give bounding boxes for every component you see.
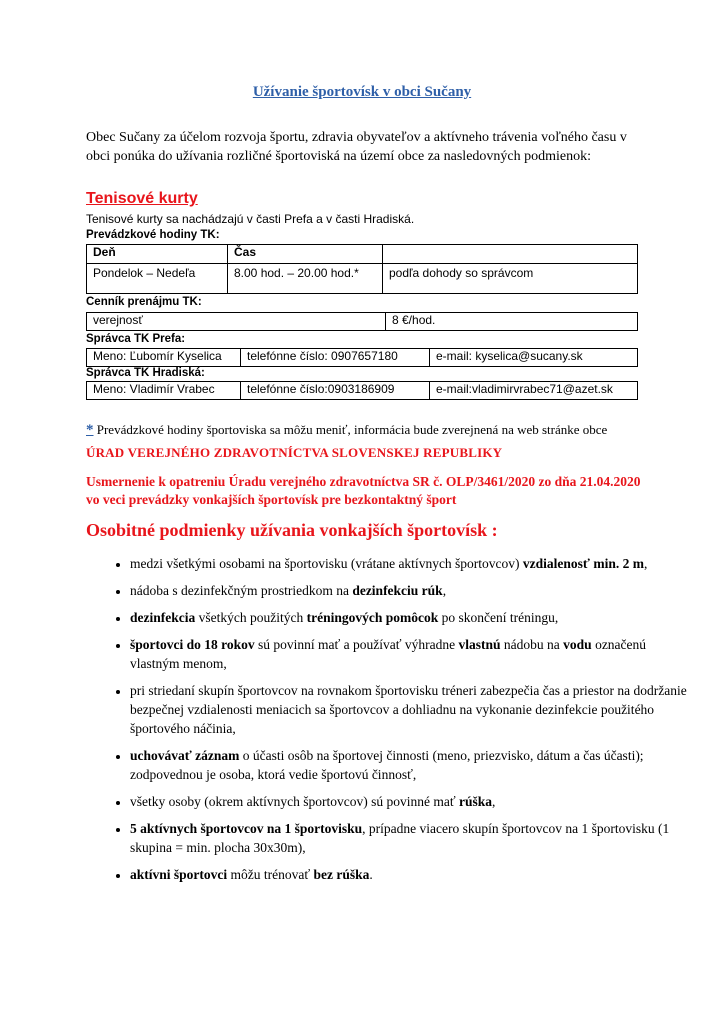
note-asterisk: * bbox=[86, 422, 94, 438]
cell-price-value: 8 €/hod. bbox=[386, 313, 638, 331]
page-title: Užívanie športovísk v obci Sučany bbox=[252, 84, 472, 100]
rule-emphasis: rúška bbox=[458, 794, 492, 809]
conditions-list bbox=[94, 548, 690, 892]
note-text: Prevádzkové hodiny športoviska sa môžu meniť, informácia bude zverejnená na web stránke obce bbox=[93, 422, 608, 437]
table-row bbox=[87, 382, 638, 400]
cell-hradiska-name: Meno: Vladimír Vrabec bbox=[87, 382, 241, 400]
authority-heading: ÚRAD VEREJNÉHO ZDRAVOTNÍCTVA SLOVENSKEJ REPUBLIKY bbox=[86, 445, 503, 460]
rule-text: , bbox=[643, 556, 648, 571]
cell-hradiska-phone: telefónne číslo:0903186909 bbox=[241, 382, 430, 400]
ordinance-notice: Usmernenie k opatreniu Úradu verejného zdravotníctva SR č. OLP/3461/2020 zo dňa 21.04.2020 vo veci prevádzky vonkajších športovísk pre bezkontaktný šport bbox=[86, 474, 641, 507]
cell-price-group: verejnosť bbox=[87, 313, 386, 331]
rule-emphasis: dezinfekcia bbox=[130, 610, 196, 625]
prefa-manager-table bbox=[86, 348, 638, 367]
rule-text: po skončení tréningu, bbox=[438, 610, 559, 625]
cell-hradiska-email: e-mail:vladimirvrabec71@azet.sk bbox=[430, 382, 638, 400]
hradiska-manager-label: Správca TK Hradiská: bbox=[86, 367, 205, 379]
rule-text: nádoba s dezinfekčným prostriedkom na bbox=[130, 583, 353, 598]
table-row bbox=[87, 245, 638, 264]
conditions-heading: Osobitné podmienky užívania vonkajších športovísk : bbox=[86, 520, 498, 540]
cell-prefa-name: Meno: Ľubomír Kyselica bbox=[87, 349, 241, 367]
rule-emphasis: športovci do 18 rokov bbox=[130, 637, 255, 652]
rule-text: môžu trénovať bbox=[227, 867, 314, 882]
tennis-location: Tenisové kurty sa nachádzajú v časti Prefa a v časti Hradiská. bbox=[86, 212, 415, 226]
rule-emphasis: vlastnú bbox=[458, 637, 501, 652]
price-label: Cenník prenájmu TK: bbox=[86, 296, 202, 308]
rule-text: sú povinní mať a používať výhradne bbox=[254, 637, 459, 652]
table-row bbox=[87, 349, 638, 367]
rule-text: , bbox=[491, 794, 496, 809]
hours-table bbox=[86, 244, 638, 294]
rule-item bbox=[130, 608, 690, 627]
rule-text: všetky osoby (okrem aktívnych športovcov) sú povinné mať bbox=[130, 794, 459, 809]
rule-item bbox=[130, 746, 690, 784]
table-row bbox=[87, 313, 638, 331]
rule-text: . bbox=[369, 867, 373, 882]
header-blank bbox=[383, 245, 638, 264]
rule-text: nádobu na bbox=[500, 637, 564, 652]
rule-emphasis: aktívni športovci bbox=[130, 867, 228, 882]
hours-label: Prevádzkové hodiny TK: bbox=[86, 229, 220, 241]
intro-paragraph: Obec Sučany za účelom rozvoja športu, zdravia obyvateľov a aktívneho trávenia voľného času v obci ponúka do užívania rozličné športoviská na území obce za nasledovných podmienok: bbox=[86, 130, 627, 164]
header-day: Deň bbox=[87, 245, 228, 264]
rule-text: označenú vlastným menom, bbox=[130, 637, 647, 671]
cell-time: 8.00 hod. – 20.00 hod.* bbox=[228, 264, 383, 294]
price-table bbox=[86, 312, 638, 331]
hours-note bbox=[86, 422, 666, 439]
rule-item bbox=[130, 554, 690, 573]
rule-text: , prípadne viacero skupín športovcov na 1 športovisku (1 skupina = min. plocha 30x30m), bbox=[130, 821, 670, 855]
rule-emphasis: tréningových pomôcok bbox=[306, 610, 439, 625]
table-row bbox=[87, 264, 638, 294]
cell-arrangement: podľa dohody so správcom bbox=[383, 264, 638, 294]
rule-text: pri striedaní skupín športovcov na rovnakom športovisku tréneri zabezpečia čas a priestor na dodržanie bezpečnej vzdialenosti meniacich sa športovcov a dohliadnu na vykonanie dezinfekcie použitého športového náčinia, bbox=[130, 683, 687, 736]
rule-item bbox=[130, 635, 690, 673]
rule-emphasis: uchovávať záznam bbox=[130, 748, 240, 763]
rule-emphasis: bez rúška bbox=[313, 867, 370, 882]
rule-item bbox=[130, 581, 690, 600]
rule-emphasis: 5 aktívnych športovcov na 1 športovisku bbox=[130, 821, 363, 836]
rule-item bbox=[130, 792, 690, 811]
rule-item bbox=[130, 865, 690, 884]
tennis-heading: Tenisové kurty bbox=[86, 190, 198, 207]
rule-text: o účasti osôb na športovej činnosti (meno, priezvisko, dátum a čas účasti); zodpovednou je osoba, ktorá vedie športovú činnosť, bbox=[130, 748, 644, 782]
rule-emphasis: vzdialenosť min. 2 m bbox=[522, 556, 644, 571]
rule-emphasis: dezinfekciu rúk bbox=[352, 583, 443, 598]
rule-item bbox=[130, 681, 690, 738]
rule-text: , bbox=[442, 583, 447, 598]
rule-emphasis: vodu bbox=[563, 637, 592, 652]
cell-prefa-email: e-mail: kyselica@sucany.sk bbox=[430, 349, 638, 367]
rule-text: všetkých použitých bbox=[195, 610, 307, 625]
cell-prefa-phone: telefónne číslo: 0907657180 bbox=[241, 349, 430, 367]
cell-days: Pondelok – Nedeľa bbox=[87, 264, 228, 294]
rule-text: medzi všetkými osobami na športovisku (vrátane aktívnych športovcov) bbox=[130, 556, 523, 571]
hradiska-manager-table bbox=[86, 381, 638, 400]
prefa-manager-label: Správca TK Prefa: bbox=[86, 333, 186, 345]
rule-item bbox=[130, 819, 690, 857]
header-time: Čas bbox=[228, 245, 383, 264]
